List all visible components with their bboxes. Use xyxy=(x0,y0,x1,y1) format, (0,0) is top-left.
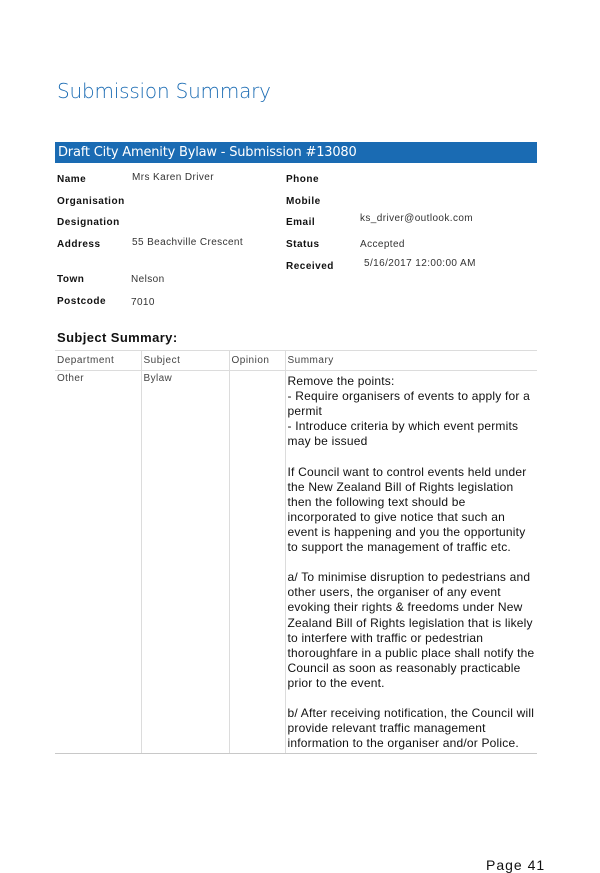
summary-cell: Remove the points: - Require organisers of events to apply for a permit - Introduce criteria by which event permits may be issued If Council want to control events held under the New Zealand Bill of Rights legislation then the following text should be incorporated to give notice that such an event is happening and you the opportunity to support the management of traffic etc. a/ To minimise disruption to pedestrians and other users, the organiser of any event evoking their rights & freedoms under New Zealand Bill of Rights legislation that is likely to interfere with traffic or pedestrian thoroughfare in a public place shall notify the Council as soon as reasonably practicable prior to the event. b/ After receiving notification, the Council will provide relevant traffic management information to the organiser and/or Police. xyxy=(285,371,537,754)
status-value: Accepted xyxy=(360,239,405,250)
town-label: Town xyxy=(57,274,85,285)
department-cell: Other xyxy=(55,371,141,754)
address-label: Address xyxy=(57,239,101,250)
address-value: 55 Beachville Crescent xyxy=(132,237,244,248)
subject-summary-heading: Subject Summary: xyxy=(57,330,178,345)
subject-cell: Bylaw xyxy=(141,371,229,754)
submission-banner: Draft City Amenity Bylaw - Submission #13080 xyxy=(55,142,537,163)
postcode-label: Postcode xyxy=(57,296,107,307)
table-row xyxy=(55,371,537,754)
email-value: ks_driver@outlook.com xyxy=(360,213,474,224)
column-header-subject: Subject xyxy=(141,351,229,371)
column-header-opinion: Opinion xyxy=(229,351,285,371)
status-label: Status xyxy=(286,239,320,250)
column-header-department: Department xyxy=(55,351,141,371)
phone-label: Phone xyxy=(286,174,320,185)
table-header-row xyxy=(55,351,537,371)
received-label: Received xyxy=(286,261,334,272)
email-label: Email xyxy=(286,217,316,228)
column-header-summary: Summary xyxy=(285,351,537,371)
postcode-value: 7010 xyxy=(131,297,155,308)
opinion-cell xyxy=(229,371,285,754)
subject-summary-table xyxy=(55,350,537,754)
name-value: Mrs Karen Driver xyxy=(132,172,214,183)
page-title: Submission Summary xyxy=(57,79,271,103)
mobile-label: Mobile xyxy=(286,196,321,207)
designation-label: Designation xyxy=(57,217,120,228)
received-value: 5/16/2017 12:00:00 AM xyxy=(364,258,476,269)
name-label: Name xyxy=(57,174,87,185)
town-value: Nelson xyxy=(131,274,165,285)
page-number: Page 41 xyxy=(486,857,546,873)
organisation-label: Organisation xyxy=(57,196,125,207)
